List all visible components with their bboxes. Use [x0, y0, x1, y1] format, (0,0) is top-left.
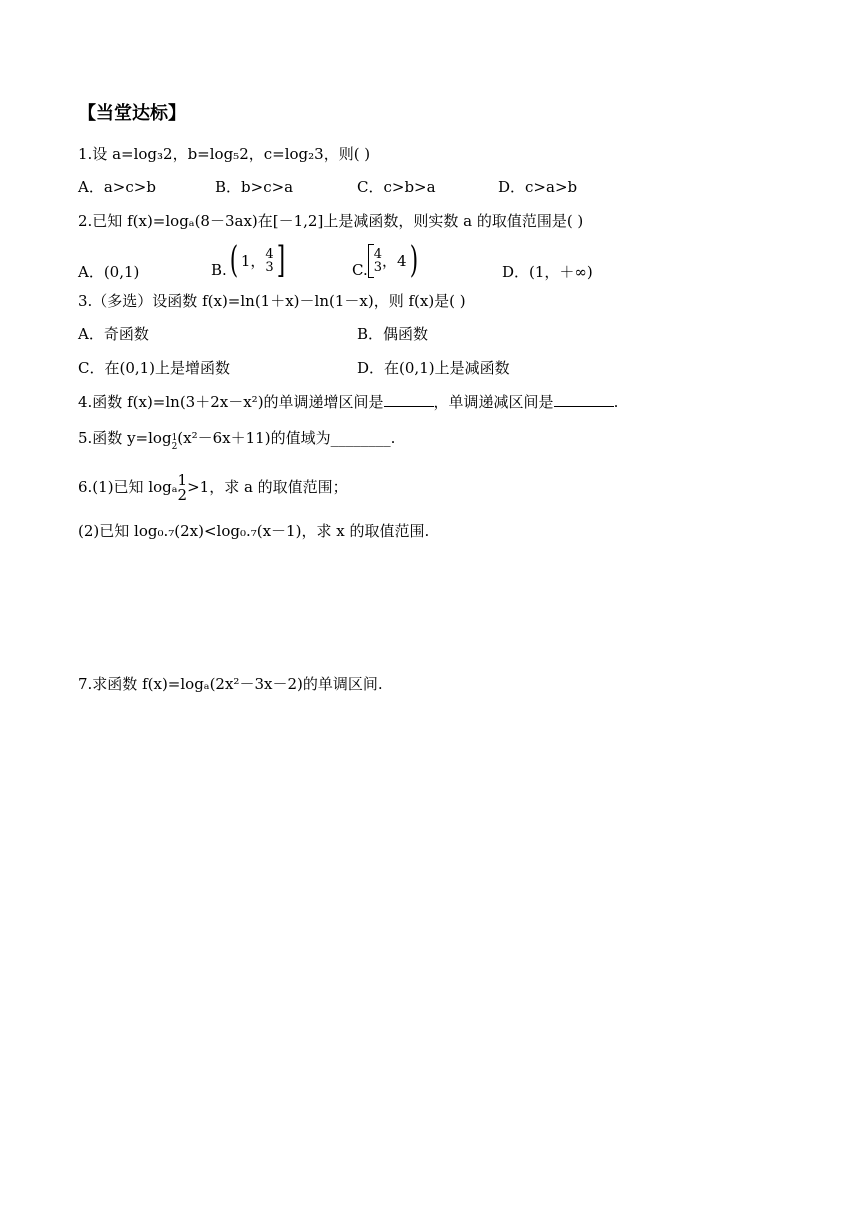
q2-option-c-right: ，4: [382, 252, 407, 270]
q3-option-d: D．在(0,1)上是减函数: [357, 359, 510, 377]
question-7: 7.求函数 f(x)=logₐ(2x²－3x－2)的单调区间.: [78, 675, 383, 693]
base-numerator: 1: [171, 433, 178, 443]
answer-blank-increasing[interactable]: [384, 392, 434, 407]
question-1: 1.设 a=log₃2，b=log₅2，c=log₂3，则( ): [78, 145, 371, 163]
question-3: 3.（多选）设函数 f(x)=ln(1＋x)－ln(1－x)，则 f(x)是( ): [78, 292, 466, 310]
q2-option-c-label: C.: [352, 261, 368, 279]
denominator: 2: [177, 486, 188, 504]
q3-option-c: C．在(0,1)上是增函数: [78, 359, 231, 377]
q2-option-b-left: 1，: [240, 252, 266, 270]
q3-option-a: A．奇函数: [78, 325, 149, 343]
q1-option-a: A．a>c>b: [78, 178, 156, 196]
q6-part1-prefix: 6.(1)已知 logₐ: [78, 478, 178, 496]
q4-suffix: .: [613, 393, 619, 411]
section-title: 【当堂达标】: [78, 103, 186, 124]
fraction: [374, 248, 382, 274]
denominator: 3: [373, 260, 382, 275]
q4-middle: ，单调递减区间是: [433, 393, 554, 411]
q2-option-b-label: B.: [211, 261, 227, 279]
q1-option-d: D．c>a>b: [498, 178, 578, 196]
question-2: 2.已知 f(x)=logₐ(8－3ax)在[－1,2]上是减函数，则实数 a 的取值范围是( ): [78, 212, 584, 230]
denominator: 3: [265, 260, 274, 275]
question-4: [78, 392, 618, 412]
left-paren: (: [229, 240, 239, 281]
question-5: [78, 428, 395, 452]
log-base-fraction: [172, 434, 178, 452]
q6-part1-suffix: >1，求 a 的取值范围；: [187, 478, 348, 496]
right-paren: ): [409, 240, 418, 281]
question-6-part-1: [78, 470, 348, 504]
q1-option-c: C．c>b>a: [357, 178, 436, 196]
q1-option-b: B．b>c>a: [215, 178, 294, 196]
fraction: [178, 473, 188, 503]
q2-option-d: D．(1，＋∞): [502, 263, 593, 281]
question-6-part-2: (2)已知 log₀.₇(2x)<log₀.₇(x－1)，求 x 的取值范围.: [78, 522, 430, 540]
answer-blank-decreasing[interactable]: [554, 392, 614, 407]
fraction: [265, 248, 273, 274]
numerator: 4: [373, 247, 382, 262]
numerator: 1: [177, 471, 188, 489]
q2-option-a: A．(0,1): [78, 263, 140, 281]
base-denominator: 2: [171, 442, 178, 452]
numerator: 4: [265, 247, 274, 262]
q5-prefix: 5.函数 y=log: [78, 429, 172, 447]
q4-prefix: 4.函数 f(x)=ln(3＋2x－x²)的单调递增区间是: [78, 393, 384, 411]
right-bracket: ]: [276, 240, 285, 281]
q2-option-c: [352, 240, 421, 287]
q5-rest: (x²－6x＋11)的值域为________.: [177, 429, 396, 447]
q2-option-b: [211, 240, 288, 287]
q3-option-b: B．偶函数: [357, 325, 429, 343]
